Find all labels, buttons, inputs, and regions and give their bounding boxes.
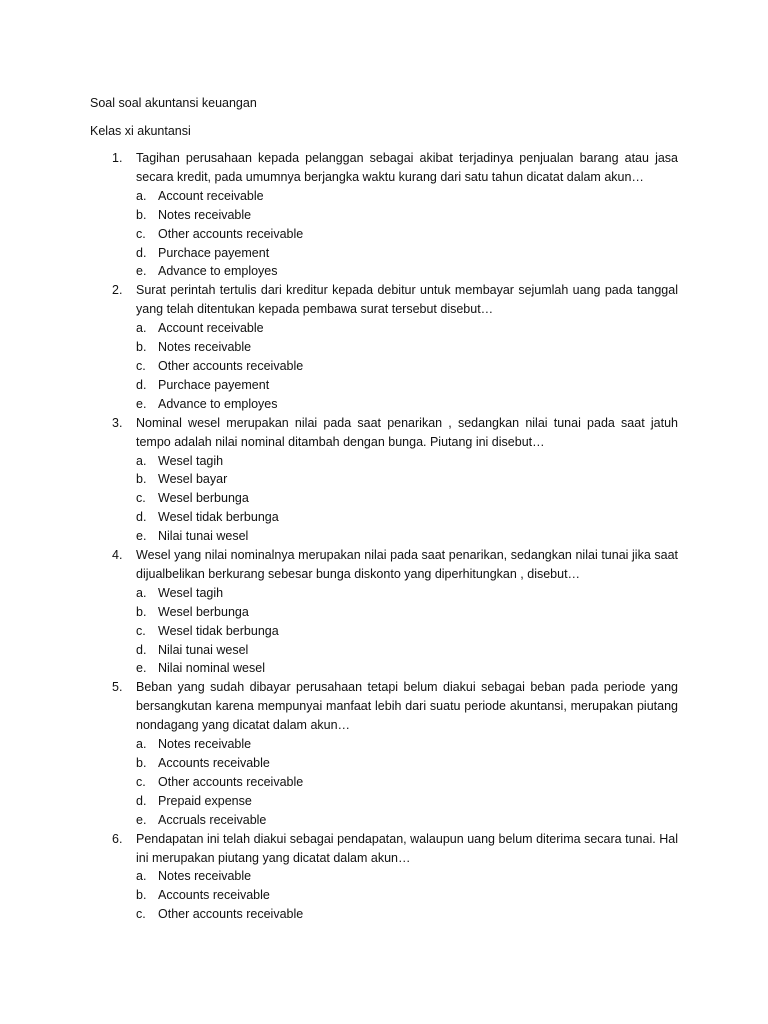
- option-list: [136, 735, 678, 830]
- question-number: 1.: [112, 151, 123, 165]
- question-list: [90, 149, 678, 924]
- option-text: Notes receivable: [158, 340, 252, 355]
- answer-option: [136, 622, 678, 641]
- option-letter: e.: [136, 529, 147, 544]
- answer-option: [136, 527, 678, 546]
- option-letter: e.: [136, 264, 147, 279]
- option-text: Prepaid expense: [158, 793, 252, 808]
- question-number: 4.: [112, 548, 123, 563]
- answer-option: [136, 773, 678, 792]
- option-text: Wesel tidak berbunga: [158, 510, 279, 525]
- question-number: 5.: [112, 680, 123, 695]
- question-item: [90, 546, 678, 678]
- option-letter: e.: [136, 812, 147, 827]
- option-letter: a.: [136, 453, 147, 468]
- answer-option: [136, 735, 678, 754]
- answer-option: [136, 262, 678, 281]
- option-letter: b.: [136, 207, 147, 222]
- option-text: Purchace payement: [158, 377, 270, 392]
- answer-option: [136, 376, 678, 395]
- option-letter: a.: [136, 737, 147, 752]
- answer-option: [136, 603, 678, 622]
- option-letter: b.: [136, 472, 147, 487]
- question-number: 3.: [112, 415, 123, 430]
- option-text: Wesel bayar: [158, 472, 228, 487]
- answer-option: [136, 338, 678, 357]
- option-letter: c.: [136, 774, 146, 789]
- option-list: [136, 584, 678, 679]
- option-text: Notes receivable: [158, 207, 252, 222]
- option-letter: c.: [136, 358, 146, 373]
- answer-option: [136, 206, 678, 225]
- question-text: Wesel yang nilai nominalnya merupakan nilai pada saat penarikan, sedangkan nilai tunai jika saat dijualbelikan berkurang sebesar bunga diskonto yang diperhitungkan , disebut…: [136, 548, 678, 581]
- option-text: Wesel berbunga: [158, 604, 249, 619]
- option-text: Accruals receivable: [158, 812, 267, 827]
- answer-option: [136, 508, 678, 527]
- option-text: Notes receivable: [158, 869, 252, 884]
- answer-option: [136, 187, 678, 206]
- option-text: Account receivable: [158, 188, 264, 203]
- option-text: Advance to employes: [158, 396, 278, 411]
- option-text: Purchace payement: [158, 245, 270, 260]
- question-item: [90, 414, 678, 546]
- option-letter: a.: [136, 869, 147, 884]
- option-text: Accounts receivable: [158, 888, 270, 903]
- option-letter: c.: [136, 226, 146, 241]
- class-label: Kelas xi akuntansi: [90, 124, 191, 138]
- answer-option: [136, 886, 678, 905]
- question-item: [90, 149, 678, 281]
- option-letter: e.: [136, 661, 147, 676]
- answer-option: [136, 319, 678, 338]
- answer-option: [136, 641, 678, 660]
- option-letter: d.: [136, 642, 147, 657]
- option-letter: a.: [136, 321, 147, 336]
- option-text: Accounts receivable: [158, 756, 270, 770]
- option-letter: b.: [136, 604, 147, 619]
- option-letter: b.: [136, 888, 147, 903]
- answer-option: [136, 811, 678, 830]
- answer-option: [136, 905, 678, 924]
- document-title: Soal soal akuntansi keuangan: [90, 96, 257, 110]
- question-text: Nominal wesel merupakan nilai pada saat penarikan , sedangkan nilai tunai pada saat jatuh tempo adalah nilai nominal ditambah dengan bunga. Piutang ini disebut…: [136, 415, 678, 449]
- option-text: Wesel berbunga: [158, 491, 249, 506]
- option-text: Account receivable: [158, 321, 264, 336]
- option-letter: d.: [136, 377, 147, 392]
- option-letter: d.: [136, 510, 147, 525]
- option-list: [136, 452, 678, 547]
- option-text: Other accounts receivable: [158, 226, 304, 241]
- option-letter: d.: [136, 793, 147, 808]
- question-text: Pendapatan ini telah diakui sebagai pendapatan, walaupun uang belum diterima secara tunai. Hal ini merupakan piutang yang dicatat dalam akun…: [136, 831, 678, 865]
- option-letter: b.: [136, 340, 147, 355]
- option-text: Nilai nominal wesel: [158, 661, 265, 676]
- question-text: Tagihan perusahaan kepada pelanggan sebagai akibat terjadinya penjualan barang atau jasa secara kredit, pada umumnya berjangka waktu kurang dari satu tahun dicatat dalam akun…: [136, 151, 678, 184]
- question-text: Beban yang sudah dibayar perusahaan tetapi belum diakui sebagai beban pada periode yang bersangkutan karena mempunyai manfaat lebih dari suatu periode akuntansi, merupakan piutang nondagang yang dicatat dalam akun…: [136, 680, 678, 733]
- option-letter: a.: [136, 188, 147, 203]
- option-text: Nilai tunai wesel: [158, 529, 249, 544]
- answer-option: [136, 357, 678, 376]
- answer-option: [136, 489, 678, 508]
- option-letter: c.: [136, 907, 146, 922]
- answer-option: [136, 244, 678, 263]
- option-letter: b.: [136, 756, 147, 770]
- answer-option: [136, 867, 678, 886]
- answer-option: [136, 452, 678, 471]
- option-text: Nilai tunai wesel: [158, 642, 249, 657]
- option-text: Notes receivable: [158, 737, 252, 752]
- answer-option: [136, 395, 678, 414]
- option-letter: d.: [136, 245, 147, 260]
- option-letter: c.: [136, 623, 146, 638]
- answer-option: [136, 470, 678, 489]
- question-number: 6.: [112, 831, 123, 846]
- answer-option: [136, 754, 678, 773]
- question-item: [90, 281, 678, 413]
- answer-option: [136, 225, 678, 244]
- option-text: Other accounts receivable: [158, 358, 304, 373]
- answer-option: [136, 659, 678, 678]
- question-item: [90, 830, 678, 925]
- option-letter: e.: [136, 396, 147, 411]
- option-text: Wesel tagih: [158, 585, 224, 600]
- option-list: [136, 187, 678, 282]
- option-letter: c.: [136, 491, 146, 506]
- option-letter: a.: [136, 585, 147, 600]
- option-text: Other accounts receivable: [158, 907, 304, 922]
- option-list: [136, 319, 678, 414]
- option-text: Advance to employes: [158, 264, 278, 279]
- answer-option: [136, 792, 678, 811]
- option-list: [136, 867, 678, 924]
- option-text: Wesel tidak berbunga: [158, 623, 279, 638]
- question-text: Surat perintah tertulis dari kreditur kepada debitur untuk membayar sejumlah uang pada tanggal yang telah ditentukan kepada pembawa surat tersebut disebut…: [136, 283, 678, 317]
- option-text: Other accounts receivable: [158, 774, 304, 789]
- option-text: Wesel tagih: [158, 453, 224, 468]
- question-number: 2.: [112, 283, 123, 298]
- question-item: [90, 678, 678, 829]
- answer-option: [136, 584, 678, 603]
